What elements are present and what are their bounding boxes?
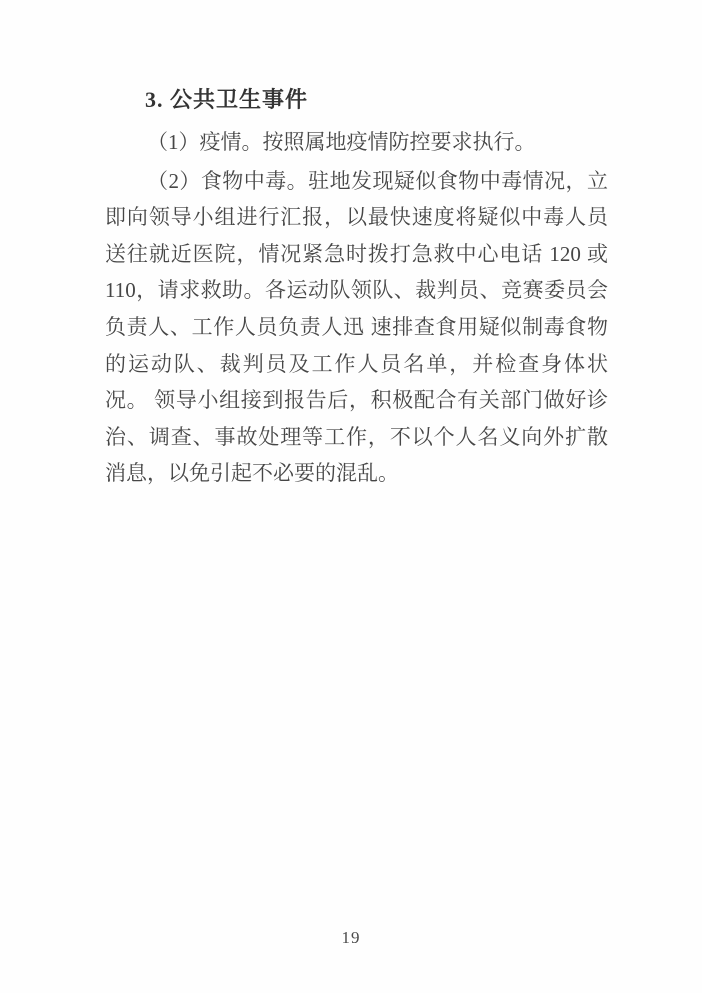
- page-number: 19: [341, 928, 361, 947]
- document-body: [105, 84, 608, 492]
- section-heading: 3. 公共卫生事件: [145, 87, 309, 112]
- paragraph-epidemic: （1）疫情。按照属地疫情防控要求执行。: [147, 130, 536, 154]
- page-footer: [0, 927, 702, 949]
- paragraph-food-poisoning: （2）食物中毒。驻地发现疑似食物中毒情况，立即向领导小组进行汇报，以最快速度将疑似中毒人员送往就近医院，情况紧急时拨打急救中心电话 120 或 110，请求救助。各运动队领队、裁判员、竞赛委员会负责人、工作人员负责人迅 速排查食用疑似制毒食物的运动队、裁判员及工作人员名单，并检查身体状况。 领导小组接到报告后，积极配合有关部门做好诊治、调查、事故处理等工作，不以个人名义向外扩散消息，以免引起不必要的混乱。: [105, 168, 608, 486]
